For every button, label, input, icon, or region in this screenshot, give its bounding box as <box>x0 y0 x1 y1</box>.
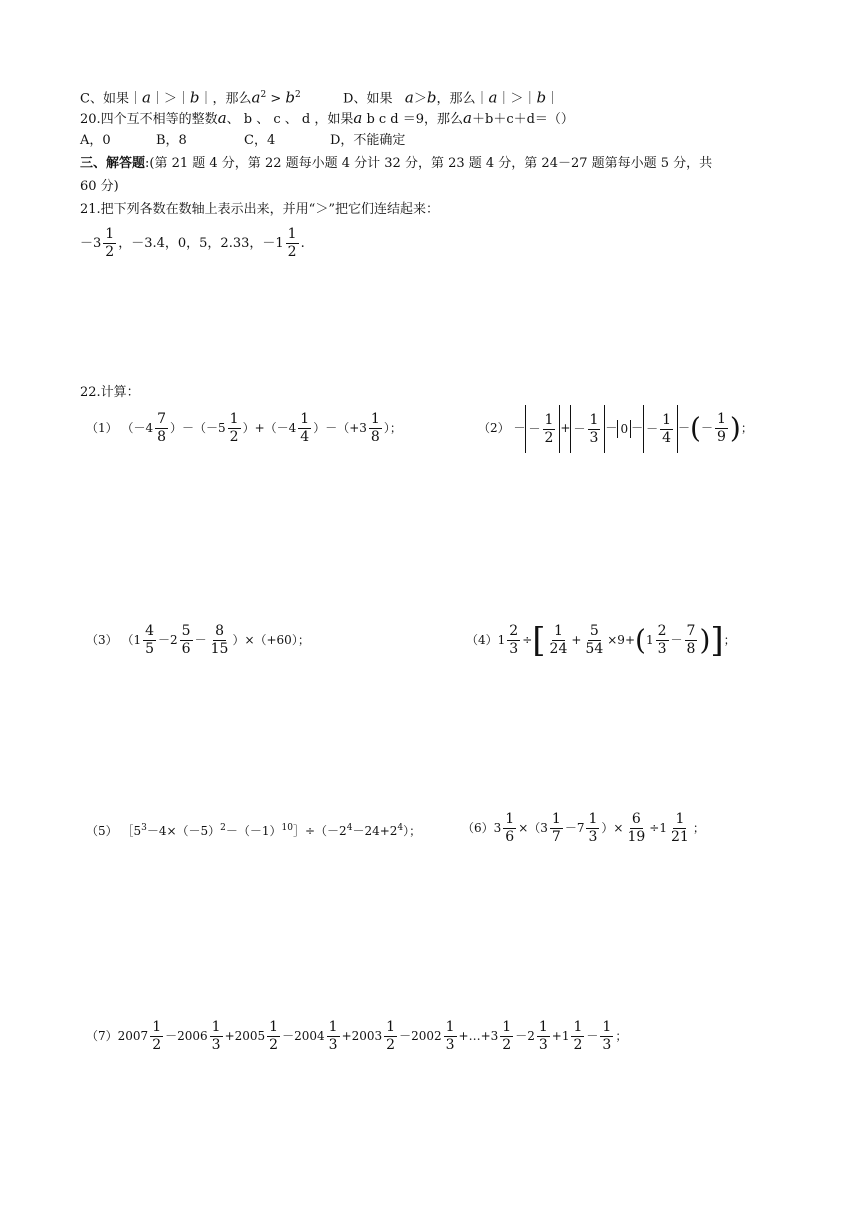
q19-d-end: ｜ <box>546 91 560 107</box>
section-desc: 60 分) <box>80 179 119 194</box>
fraction: $\frac{1}{2}$ <box>105 226 115 260</box>
fraction: $\frac{1}{2}$ <box>287 226 297 260</box>
part-label: （7） <box>86 1029 118 1043</box>
q19-c-prefix: C、如果｜ <box>80 91 142 107</box>
var-a: a <box>404 88 414 107</box>
part-label: （5） <box>86 824 118 838</box>
period: . <box>300 236 305 251</box>
var-b: b <box>285 88 296 107</box>
q20-text: b c d ＝9，那么 <box>362 112 464 127</box>
section-desc: :(第 21 题 4 分，第 22 题每小题 4 分计 32 分，第 23 题 4 分，第 24－27 题第每小题 5 分，共 <box>145 156 713 171</box>
var-a: a <box>217 109 227 127</box>
fraction: $\frac{1}{2}$ <box>502 1019 512 1053</box>
term-prefix: +…+3 <box>458 1029 499 1043</box>
q20-text: 、 b 、 c 、 d ，如果 <box>226 112 354 127</box>
part-label: （1） <box>86 421 118 435</box>
q22-heading: 22.计算： <box>80 385 140 400</box>
fraction: $\frac{1}{8}$ <box>370 411 380 445</box>
q22-part1: （1） （－4 $\frac{7}{8}$ ）－（－5 $\frac{1}{2}$ ）+（－4 $\frac{1}{4}$ ）－（+3 $\frac{1}{8}$ ）； <box>86 411 402 445</box>
section-desc-line2 <box>80 177 119 197</box>
exponent: 2 <box>260 90 267 100</box>
term-prefix: － <box>586 1029 599 1043</box>
q19-options <box>80 85 559 109</box>
fraction: $\frac{1}{3}$ <box>328 1019 338 1053</box>
fraction: $\frac{5}{54}$ <box>585 623 604 657</box>
q22-part7: （7）2007 $\frac{1}{2}$ －2006 $\frac{1}{3}$ +2005 $\frac{1}{2}$ －2004 $\frac{1}{3}$ +2003 $\frac{1}{2}$ －2002 $\frac{1}{3}$ +…+3 $\frac{1}{2}$ －2 $\frac{1}{3}$ +1 $\frac{1}{2}$ － $\frac{1}{3}$ ； <box>86 1019 628 1053</box>
fraction: $\frac{6}{19}$ <box>627 811 646 845</box>
var-b: b <box>536 88 547 107</box>
absolute-value: 0 <box>617 420 631 438</box>
var-b: b <box>426 88 437 107</box>
q22-part2: （2） － － $\frac{1}{2}$ + － $\frac{1}{3}$ － 0 － － $\frac{1}{4}$ －(－ $\frac{1}{9}$ )； <box>478 404 753 453</box>
term-prefix: －2006 <box>165 1029 208 1043</box>
term-prefix: －2004 <box>282 1029 325 1043</box>
term-prefix: －2 <box>515 1029 535 1043</box>
term-prefix: +1 <box>551 1029 570 1043</box>
fraction: $\frac{1}{21}$ <box>670 811 689 845</box>
fraction: $\frac{1}{4}$ <box>300 411 310 445</box>
term-prefix: 2007 <box>117 1029 149 1043</box>
q22-title <box>80 383 140 403</box>
fraction: $\frac{1}{24}$ <box>549 623 568 657</box>
q19-d-prefix: D、如果 <box>343 91 393 107</box>
absolute-value: － $\frac{1}{2}$ <box>525 405 560 453</box>
q21-text: 21.把下列各数在数轴上表示出来，并用“＞”把它们连结起来： <box>80 202 439 217</box>
section-heading <box>80 154 712 174</box>
var-a: a <box>141 88 151 107</box>
fraction: $\frac{5}{6}$ <box>181 623 191 657</box>
q19-d-mid: ，那么｜ <box>436 91 489 107</box>
number: －3 <box>80 236 102 251</box>
var-a: a <box>488 88 498 107</box>
fraction: $\frac{1}{3}$ <box>211 1019 221 1053</box>
fraction: $\frac{2}{3}$ <box>657 623 667 657</box>
option-a: A，0 <box>80 133 111 148</box>
fraction: $\frac{1}{2}$ <box>573 1019 583 1053</box>
q20-text: 20.四个互不相等的整数 <box>80 112 218 127</box>
number-list: ，－3.4，0，5，2.33，－1 <box>118 236 284 251</box>
q21-stem <box>80 200 439 220</box>
fraction: $\frac{1}{3}$ <box>538 1019 548 1053</box>
fraction: $\frac{7}{8}$ <box>157 411 167 445</box>
var-b: b <box>189 88 200 107</box>
fraction: $\frac{1}{2}$ <box>152 1019 162 1053</box>
fraction: $\frac{7}{8}$ <box>686 623 696 657</box>
q22-part4: （4）1 $\frac{2}{3}$ ÷[ $\frac{1}{24}$ + $\frac{5}{54}$ ×9+(1 $\frac{2}{3}$ － $\frac{7}{8}$ )]； <box>466 620 736 661</box>
q22-part6: （6）3 $\frac{1}{6}$ ×（3 $\frac{1}{7}$ －7 $\frac{1}{3}$ ）× $\frac{6}{19}$ ÷1 $\frac{1}{21}$ ； <box>462 811 705 845</box>
option-d: D，不能确定 <box>330 133 406 148</box>
fraction: $\frac{1}{7}$ <box>551 811 561 845</box>
fraction: $\frac{2}{3}$ <box>509 623 519 657</box>
fraction: $\frac{1}{3}$ <box>445 1019 455 1053</box>
term-prefix: +2005 <box>224 1029 266 1043</box>
part-label: （3） <box>86 633 118 647</box>
section-title: 三、解答题 <box>80 156 146 171</box>
absolute-value: － $\frac{1}{4}$ <box>643 405 678 453</box>
q19-d-mid2: ｜＞｜ <box>497 91 537 107</box>
absolute-value: － $\frac{1}{3}$ <box>570 405 605 453</box>
var-a: a <box>353 109 363 127</box>
q19-c-mid: ｜＞｜ <box>150 91 190 107</box>
term-prefix: －2002 <box>399 1029 442 1043</box>
fraction: $\frac{1}{2}$ <box>269 1019 279 1053</box>
option-b: B，8 <box>156 133 187 148</box>
gt-sign: ＞ <box>413 91 427 107</box>
fraction: $\frac{1}{2}$ <box>229 411 239 445</box>
part-label: （4） <box>466 633 498 647</box>
q19-c-mid2: ｜，那么 <box>199 91 252 107</box>
fraction: $\frac{1}{6}$ <box>505 811 515 845</box>
var-a: a <box>251 88 261 107</box>
gt-sign: > <box>266 91 286 107</box>
option-c: C，4 <box>244 133 276 148</box>
fraction: $\frac{1}{9}$ <box>717 411 726 445</box>
q22-part5: （5） $[5^3-4\times(-5)^2-(-1)^{10}]\div(-2^4-24+2^4)$； <box>86 823 422 838</box>
exponent: 2 <box>295 90 301 100</box>
q21-numbers <box>80 224 305 264</box>
q20-stem <box>80 108 574 130</box>
fraction: $\frac{1}{2}$ <box>386 1019 396 1053</box>
fraction: $\frac{1}{3}$ <box>588 811 598 845</box>
term-prefix: +2003 <box>341 1029 383 1043</box>
q20-text: ＋b＋c＋d＝（） <box>472 112 574 127</box>
fraction: $\frac{4}{5}$ <box>145 623 155 657</box>
fraction: $\frac{8}{15}$ <box>210 623 229 657</box>
var-a: a <box>463 109 472 127</box>
fraction: $\frac{1}{3}$ <box>602 1019 612 1053</box>
part-label: （2） <box>478 421 510 435</box>
q20-options <box>80 131 405 151</box>
q22-part3: （3） （1 $\frac{4}{5}$ －2 $\frac{5}{6}$ － $\frac{8}{15}$ ）×（+60）； <box>86 623 310 657</box>
part-label: （6） <box>462 821 494 835</box>
